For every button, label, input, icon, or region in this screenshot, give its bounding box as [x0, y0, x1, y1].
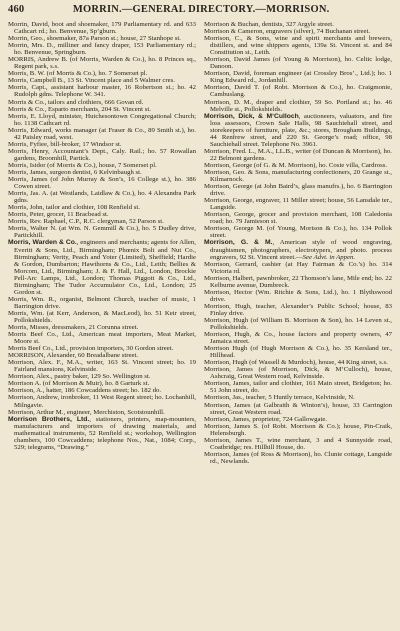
directory-entry — [8, 35, 196, 42]
entry-text: Morrison, James S. (of Robt. Morrison & Co.); house, Pin-Craik, Helensburgh. — [204, 422, 392, 437]
entry-text: Morris, Wm. (at Kerr, Anderson, & MacLeod), ho. 51 Keir street, Pollokshields. — [8, 309, 196, 324]
directory-columns — [8, 21, 392, 631]
entry-text: , stationers, printers, map-mounters, manufacturers and importers of drawing materials, and mathematical instruments, 52 Renfield st.; workshop, Wellington chambers, 100 Cowcaddens; telephone Nos., Nat., 1084; Corp., 529; telegrams, “Drawing.” — [14, 415, 196, 451]
entry-text: Morris, Fyfiee, bill-broker, 17 Windsor st. — [8, 140, 122, 148]
entry-text: Morrison, James (at Galbraith & Winton’s), house, 33 Carrington street, Great Western road. — [204, 401, 392, 416]
entry-text: Morrison, Hugh, & Co., house factors and property owners, 47 Jamaica street. — [204, 331, 392, 346]
entry-text: Morrison, Alex., pastry baker, 129 So. Wellington st. — [8, 373, 151, 381]
directory-entry — [8, 296, 196, 310]
directory-entry — [8, 127, 196, 141]
entry-text: Morrison, George, engraver, 11 Miller street; house, 56 Lansdale ter., Langside. — [204, 197, 392, 212]
entry-text: Morrison, C., & Sons, wine and spirit merchants and brewers, distillers, and wine shippers agents, 139a St. Vincent st. and 84 Constitution st., Leith. — [204, 35, 392, 57]
entry-text: Morrison, D. M., draper and clothier, 59 So. Portland st.; ho. 46 Melville st., Pollokshields. — [204, 98, 392, 113]
directory-entry — [204, 183, 392, 197]
entry-name-bold: Morrison, G. & M. — [204, 239, 273, 247]
directory-entry — [8, 409, 196, 416]
entry-text: Morrison & Cameron, engravers (silver), 74 Buchanan street. — [204, 28, 371, 36]
directory-entry — [204, 211, 392, 225]
entry-text: Morrison, James (of Morrison, Dick, & M‘Culloch), house, Ashcraig, Great Western road, Kelvinside. — [204, 366, 392, 381]
directory-entry — [8, 113, 196, 127]
directory-entry — [204, 451, 392, 465]
entry-text: Morris, John, tailor and clothier, 108 Renfield st. — [8, 204, 140, 212]
entry-text: Morrison, Alex. F., M.A., writer, 163 St. Vincent street; ho. 19 Fairland mansions, Kelvinside. — [8, 359, 196, 374]
entry-text: MORRISON, Alexander, 60 Breadalbane street. — [8, 352, 139, 360]
entry-name-bold: Morrison Brothers, Ltd. — [8, 415, 90, 423]
entry-text: Morrison Hugh (of Hugh Morrison & Co.), ho. 35 Kersland ter., Hillhead. — [204, 345, 392, 360]
entry-text: Morrison, Jas., teacher, 5 Huntly terrace, Kelvinside, N. — [204, 394, 355, 402]
entry-text: , American style of wood engraving, draughtsmen, photographers, electrotypers, and photo. process engravers, 92 St. Vincent street.— — [210, 239, 392, 261]
directory-entry — [204, 289, 392, 303]
entry-text: Morrison, George (at John Baird’s, glass manufrs.), ho. 6 Barrington drive. — [204, 183, 392, 198]
entry-text: Morris, B. W. (of Morris & Co.), ho. 7 Somerset pl. — [8, 70, 148, 78]
directory-entry — [204, 359, 392, 366]
directory-entry — [8, 77, 196, 84]
entry-text: Morrison, Hugh (of Wassell & Murdoch), house, 44 King street, s.s. — [204, 359, 388, 367]
directory-entry — [8, 211, 196, 218]
directory-entry — [204, 56, 392, 70]
entry-name-bold: Morris, Warden & Co. — [8, 239, 77, 247]
directory-entry — [8, 204, 196, 211]
entry-text: Morrison, David James (of Young & Morrison), ho. Celtic lodge, Danoon. — [204, 56, 392, 71]
entry-text: Morris, Capt., assistant harbour master, 16 Robertson st.; ho. 42 Rudolph gdns. Telephone W. 341. — [8, 84, 196, 99]
entry-text: Morrison, Gerrard, cashier (at Hay Fairman & Co.’s) ho. 314 Victoria rd. — [204, 260, 392, 275]
directory-entry — [204, 162, 392, 169]
left-column — [8, 21, 196, 631]
directory-entry — [8, 99, 196, 106]
directory-entry — [8, 331, 196, 345]
entry-text: Morrison, Hugh, teacher, Alexander’s Public School; house, 83 Finlay drive. — [204, 302, 392, 317]
entry-text: Morris, Isidor (of Morris & Co.), house, 7 Somerset pl. — [8, 161, 157, 169]
directory-entry — [8, 394, 196, 408]
directory-entry — [8, 141, 196, 148]
entry-text: Morrison, David T. (of Robt. Morrison & Co.), ho. Craigmonie, Cambuslang. — [204, 84, 392, 99]
directory-entry — [204, 225, 392, 239]
directory-entry — [8, 359, 196, 373]
entry-text: Morris, Rev. Raphael, C.P., R.C. clergyman, 52 Parson st. — [8, 218, 164, 226]
entry-text: Morrison, George (of G. & M. Morrison), ho. Cosie villa, Cardross. — [204, 161, 388, 169]
entry-text: Morris, Campbell B., 13 St. Vincent place and 5 Walmer cres. — [8, 77, 175, 85]
entry-text: Morris, Wm. R., organist, Belmont Church, teacher of music, 1 Barrington drive. — [8, 295, 196, 310]
directory-entry — [8, 310, 196, 324]
directory-entry — [204, 70, 392, 84]
directory-entry — [204, 366, 392, 380]
directory-entry — [8, 352, 196, 359]
directory-entry — [8, 387, 196, 394]
entry-text: Morris, Edward, works manager (at Fraser & Co., 89 Smith st.), ho. 42 Paisley road, west. — [8, 126, 196, 141]
directory-entry — [8, 176, 196, 190]
directory-entry — [8, 56, 196, 70]
entry-text: Morris, Walter N. (at Wm. N. Gemmill & Co.), ho. 5 Dudley drive, Partickhill. — [8, 225, 196, 240]
directory-entry — [204, 416, 392, 423]
directory-entry — [8, 42, 196, 56]
directory-entry — [204, 35, 392, 56]
entry-text: Morris Beef Co., Ltd., American meat importers, Meat Market, Moore st. — [8, 331, 196, 346]
entry-text: Morrison A. (of Morrison & Muir), ho. 8 Garturk st. — [8, 380, 150, 388]
directory-entry — [204, 402, 392, 416]
directory-entry — [204, 317, 392, 331]
entry-text: Morris, James (of John Murray & Son’s, 16 College st.), ho. 386 Cowen street. — [8, 176, 196, 191]
entry-text: Morrin, Mrs. D., milliner and fancy draper, 153 Parliamentary rd.; ho. Benvenue, Springburn. — [8, 42, 196, 57]
entry-text: Morrison, George M. (of Young, Morison & Co.), ho. 134 Pollok street. — [204, 225, 392, 240]
directory-entry — [204, 380, 392, 394]
entry-text: Morrison, A., hatter, 186 Cowcaddens street; ho. 182 do. — [8, 387, 162, 395]
entry-text: Morrison & Buchan, dentists, 327 Argyle street. — [204, 21, 334, 28]
directory-entry — [8, 239, 196, 295]
directory-entry — [204, 423, 392, 437]
entry-text: Morris, Henry, Accountant’s Dept., Caly. Rail.; ho. 57 Rowallan gardens, Broomhill, Partick. — [8, 147, 196, 162]
page-number: 460 — [8, 4, 25, 15]
page-title: MORRIN.—GENERAL DIRECTORY.—MORRISON. — [72, 4, 330, 15]
entry-text: Morrin, Geo., shoemaker, 87a Parson st.; house, 27 Stanhope st. — [8, 35, 181, 43]
directory-entry — [204, 148, 392, 162]
directory-entry — [204, 99, 392, 113]
entry-text: Morrison, Fred. L., M.A., LL.B., writer (of Duncan & Morrison), ho. 22 Belmont gardens. — [204, 147, 392, 162]
directory-entry — [204, 261, 392, 275]
entry-text: Morrison, James, proprietor, 724 Gallowgate. — [204, 415, 328, 423]
directory-entry — [8, 70, 196, 77]
entry-text: Morrison, James (of Ross & Morrison), ho. Clunie cottage, Langside rd., Newlands. — [204, 450, 392, 465]
entry-advert-note: See Advt. in Appen. — [302, 253, 356, 261]
entry-text: MORRIS, Andrew B. (of Morris, Warden & Co.), ho. 8 Princes sq., Regent park, s.s. — [8, 56, 196, 71]
directory-entry — [8, 225, 196, 239]
entry-text: Morris, Jas. A. (at Westlands, Laidlaw & Co.), ho. 4 Alexandra Park gdns. — [8, 190, 196, 205]
directory-entry — [204, 28, 392, 35]
directory-entry — [204, 303, 392, 317]
directory-entry — [204, 113, 392, 148]
directory-entry — [204, 169, 392, 183]
directory-entry — [8, 416, 196, 451]
directory-entry — [8, 190, 196, 204]
directory-entry — [204, 239, 392, 260]
directory-entry — [8, 106, 196, 113]
entry-text: Morrison, Hugh (of William B. Morrison & Son), ho. 14 Leven st., Pollokshields. — [204, 316, 392, 332]
entry-text: Morris, James, surgeon dentist, 6 Kelvinbaugh st. — [8, 168, 142, 176]
entry-text: Morris Beef Co., Ltd., provision importers, 30 Gordon street. — [8, 345, 174, 353]
entry-text: Morrin, David, boot and shoemaker, 179 Parliamentary rd. and 633 Cathcart rd.; ho. Benvenue, Sp’gburn. — [8, 21, 196, 36]
entry-text: , engineers and merchants; agents for Allen, Everitt & Sons, Ltd., Birmingham; Phœnix Bolt and Nut Co., Birmingham; Verity, Peach and Yoter (Limited), Sheffield; Hardie & Gordon, Dumbarton; Hawthorns & Co., Ltd., Leith; Bellies & Morcom, Ltd., Birmingham; J. & F. Hall, Ltd., London, Brockie Pell-Arc Lamps, Ltd., London; Thomas Piggott & Co., Ltd., Birmingham; The Tudor Accumulator Co., Ltd., London; 25 Gordon st. — [14, 239, 196, 296]
directory-entry — [8, 169, 196, 176]
entry-text: , auctioneers, valuators, and fire loss assessors, Crown Sale Halls, 98 Sauchiehall street, and storekeepers of furniture, plate, &c.; stores, Brougham Buildings, 44 Renfrew street, and 220 St. George’s road; office, 98 Sauchiehall street. Telephone No. 3961. — [210, 112, 392, 148]
directory-entry — [8, 345, 196, 352]
right-column — [204, 21, 392, 631]
entry-text: Morris & Co., Esparto merchants, 204 St. Vincent st. — [8, 105, 151, 113]
entry-name-bold: Morrison, Dick, & M‘Culloch — [204, 112, 299, 120]
entry-text: Morrison, Halbert, pawnbroker, 22 Thomson’s lane, Mile end; ho. 22 Kelburne avenue, Dumbreck. — [204, 274, 392, 289]
page-header — [8, 4, 392, 18]
directory-entry — [204, 331, 392, 345]
directory-entry — [204, 197, 392, 211]
entry-text: Morrison, George, grocer and provision merchant, 108 Caledonia road; ho. 79 Jamieson st. — [204, 211, 392, 226]
entry-text: Morrison, James T., wine merchant, 3 and 4 Sunnyside road, Coatbridge; res. Hillhill House, do. — [204, 436, 392, 451]
directory-entry — [204, 437, 392, 451]
entry-text: Morris, E. Lloyd, minister, Hutchesontown Congregational Church; ho. 1138 Cathcart rd. — [8, 112, 196, 127]
directory-entry — [8, 84, 196, 98]
directory-entry — [8, 148, 196, 162]
directory-entry — [8, 380, 196, 387]
directory-entry — [8, 324, 196, 331]
entry-text: Morrison, Andrew, ironbroker, 11 West Regent street; ho. Lochanhill, Milngavie. — [8, 394, 196, 409]
directory-entry — [204, 394, 392, 401]
entry-text: Morrison, David, foreman engineer (at Crossley Bros’., Ltd.); ho. 1 King Edward rd., Jordanhill. — [204, 70, 392, 85]
directory-entry — [204, 21, 392, 28]
entry-text: Morris, Peter, grocer, 11 Bracbead st. — [8, 211, 109, 219]
directory-entry — [8, 21, 196, 35]
directory-entry — [204, 345, 392, 359]
directory-entry — [8, 162, 196, 169]
directory-entry — [204, 275, 392, 289]
directory-entry — [8, 373, 196, 380]
entry-text: Morrison, Geo. & Sons, manufacturing confectioners, 20 Grange st., Kilmarnock. — [204, 168, 392, 184]
entry-text: Morris & Co., tailors and clothiers, 666 Govan rd. — [8, 98, 144, 106]
directory-entry — [204, 84, 392, 98]
entry-text: Morrison, Arthur M., engineer, Merchiston, Scotstounhill. — [8, 408, 165, 416]
entry-text: Morris, Misses, dressmakers, 21 Corunna street. — [8, 324, 139, 332]
entry-text: Morrison, Hector (Wm. Ritchie & Sons, Ltd.), ho. 1 Blythswood drive. — [204, 288, 392, 303]
entry-text: Morrison, James, tailor and clothier, 161 Main street, Bridgeton; ho. 51 John street, do. — [204, 380, 392, 395]
directory-entry — [8, 218, 196, 225]
